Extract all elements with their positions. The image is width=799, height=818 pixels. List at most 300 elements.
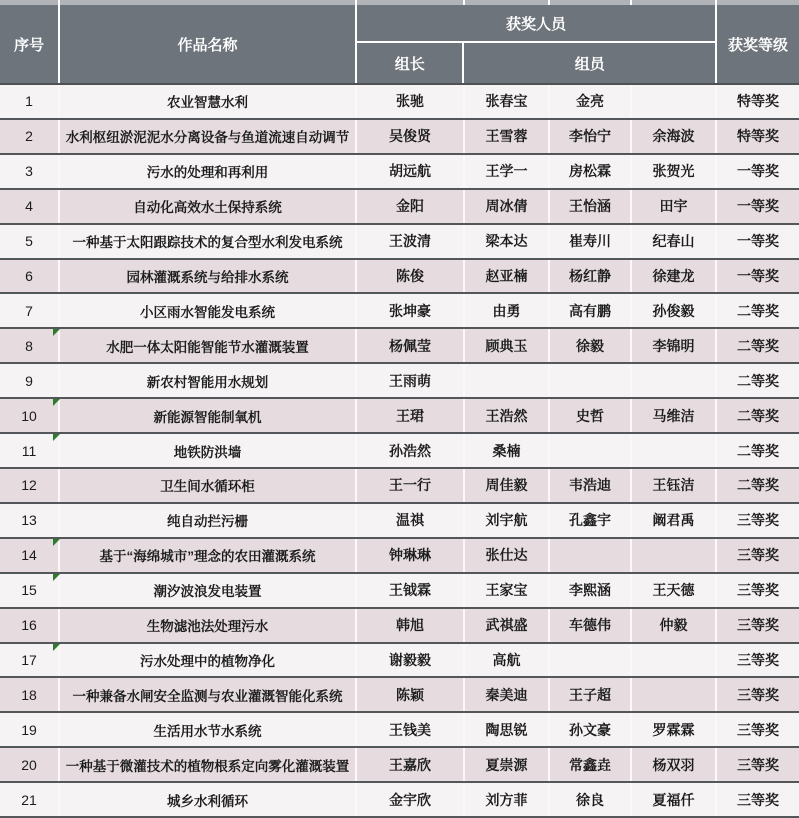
member-name: 余海波 — [652, 128, 695, 145]
award-level: 二等奖 — [737, 407, 779, 424]
work-name: 城乡水利循环 — [167, 793, 248, 809]
member-cell — [632, 225, 717, 258]
award-level-cell — [717, 155, 799, 188]
leader-name: 陈颖 — [396, 686, 424, 703]
member-cell — [632, 644, 717, 677]
serial-cell — [0, 329, 60, 362]
work-name-cell — [60, 85, 357, 118]
work-name: 潮汐波浪发电装置 — [153, 584, 262, 600]
member-name: 王子超 — [569, 686, 611, 703]
award-level: 三等奖 — [737, 721, 779, 738]
leader-cell — [357, 329, 465, 362]
work-name-cell — [60, 678, 357, 711]
member-name: 周佳毅 — [485, 477, 528, 494]
award-level: 特等奖 — [737, 93, 779, 110]
work-name-cell — [60, 225, 357, 258]
leader-cell — [357, 783, 465, 816]
member-cell — [632, 364, 717, 397]
member-name: 陶思锐 — [485, 721, 528, 738]
serial-cell — [0, 609, 60, 642]
work-name-cell — [60, 190, 357, 223]
member-name: 王怡涵 — [569, 198, 611, 215]
serial-number: 13 — [21, 512, 37, 529]
award-level-cell — [717, 783, 799, 816]
award-level-cell — [717, 329, 799, 362]
serial-cell — [0, 364, 60, 397]
serial-cell — [0, 294, 60, 327]
work-name: 新能源智能制氧机 — [153, 409, 262, 425]
member-name: 张春宝 — [485, 93, 528, 110]
member-name: 张仕达 — [485, 547, 528, 564]
member-cell — [465, 364, 550, 397]
serial-cell — [0, 469, 60, 502]
table-row — [0, 504, 799, 539]
serial-cell — [0, 85, 60, 118]
member-cell — [465, 469, 550, 502]
leader-cell — [357, 190, 465, 223]
member-cell — [550, 329, 632, 362]
table-body — [0, 85, 799, 818]
member-cell — [632, 294, 717, 327]
header-members — [464, 43, 715, 83]
table-row — [0, 120, 799, 155]
leader-name: 王嘉欣 — [389, 756, 431, 773]
serial-cell — [0, 574, 60, 607]
award-level-cell — [717, 574, 799, 607]
work-name: 污水处理中的植物净化 — [140, 653, 275, 669]
member-name: 孙文豪 — [569, 721, 611, 738]
award-level: 特等奖 — [737, 128, 779, 145]
member-name: 徐良 — [576, 791, 604, 808]
member-name: 田宇 — [659, 198, 688, 215]
award-level: 三等奖 — [737, 617, 779, 634]
leader-name: 王一行 — [389, 477, 431, 494]
serial-cell — [0, 783, 60, 816]
member-name: 仲毅 — [659, 617, 688, 634]
table-row — [0, 609, 799, 644]
serial-cell — [0, 748, 60, 781]
member-name: 韦浩迪 — [569, 477, 611, 494]
member-name: 车德伟 — [569, 617, 611, 634]
work-name-cell — [60, 504, 357, 537]
member-name: 纪春山 — [652, 233, 695, 250]
member-name: 房松霖 — [569, 163, 611, 180]
header-awardees-group — [357, 5, 717, 83]
comment-marker-icon — [53, 434, 60, 441]
member-cell — [465, 713, 550, 746]
member-cell — [465, 225, 550, 258]
leader-name: 王钱美 — [389, 721, 431, 738]
leader-cell — [357, 85, 465, 118]
award-level: 二等奖 — [737, 477, 779, 494]
table-row — [0, 190, 799, 225]
award-level: 三等奖 — [737, 756, 779, 773]
member-name: 顾典玉 — [485, 337, 528, 354]
work-name: 一种基于太阳跟踪技术的复合型水利发电系统 — [72, 235, 343, 251]
award-level-cell — [717, 120, 799, 153]
member-cell — [550, 783, 632, 816]
table-row — [0, 294, 799, 329]
award-level-cell — [717, 713, 799, 746]
member-cell — [465, 678, 550, 711]
member-name: 刘宇航 — [485, 512, 528, 529]
work-name: 自动化高效水土保持系统 — [133, 200, 282, 216]
member-name: 高航 — [492, 651, 521, 668]
serial-number: 2 — [25, 128, 33, 145]
header-members-label: 组员 — [574, 55, 605, 73]
comment-marker-icon — [53, 574, 60, 581]
award-level: 一等奖 — [737, 233, 779, 250]
member-cell — [632, 713, 717, 746]
table-row — [0, 469, 799, 504]
member-cell — [465, 644, 550, 677]
leader-name: 吴俊贤 — [389, 128, 431, 145]
serial-cell — [0, 434, 60, 467]
member-cell — [632, 678, 717, 711]
member-cell — [465, 155, 550, 188]
member-name: 李锦明 — [652, 337, 695, 354]
leader-cell — [357, 225, 465, 258]
member-cell — [550, 574, 632, 607]
work-name: 基于“海绵城市”理念的农田灌溉系统 — [99, 549, 316, 565]
member-cell — [550, 399, 632, 432]
member-name: 王雪蓉 — [485, 128, 528, 145]
leader-cell — [357, 539, 465, 572]
award-level-cell — [717, 539, 799, 572]
table-row — [0, 678, 799, 713]
serial-number: 17 — [21, 651, 37, 668]
award-level: 一等奖 — [737, 198, 779, 215]
member-cell — [550, 294, 632, 327]
award-level-cell — [717, 190, 799, 223]
serial-cell — [0, 678, 60, 711]
leader-cell — [357, 574, 465, 607]
leader-name: 温祺 — [396, 512, 424, 529]
award-level: 三等奖 — [737, 512, 779, 529]
table-row — [0, 399, 799, 434]
member-name: 王浩然 — [485, 407, 528, 424]
member-name: 王钰洁 — [652, 477, 695, 494]
serial-cell — [0, 190, 60, 223]
header-work-name-label: 作品名称 — [177, 36, 238, 54]
member-cell — [550, 260, 632, 293]
work-name-cell — [60, 120, 357, 153]
member-cell — [550, 539, 632, 572]
leader-name: 孙浩然 — [389, 442, 431, 459]
serial-number: 7 — [25, 302, 33, 319]
serial-number: 19 — [21, 721, 37, 738]
comment-marker-icon — [53, 329, 60, 336]
work-name: 小区雨水智能发电系统 — [140, 304, 275, 320]
work-name: 纯自动拦污栅 — [167, 514, 248, 530]
leader-name: 张坤豪 — [389, 302, 431, 319]
serial-number: 3 — [25, 163, 33, 180]
member-cell — [632, 120, 717, 153]
leader-cell — [357, 434, 465, 467]
member-name: 罗霖霖 — [652, 721, 695, 738]
award-level-cell — [717, 399, 799, 432]
leader-cell — [357, 294, 465, 327]
member-cell — [632, 748, 717, 781]
header-awardees-label: 获奖人员 — [505, 15, 566, 33]
member-name: 赵亚楠 — [485, 267, 528, 284]
member-cell — [632, 469, 717, 502]
leader-cell — [357, 364, 465, 397]
header-award-level-label: 获奖等级 — [727, 36, 788, 54]
member-cell — [632, 504, 717, 537]
award-level-cell — [717, 678, 799, 711]
member-name: 杨红静 — [569, 267, 611, 284]
work-name: 水肥一体太阳能智能节水灌溉装置 — [106, 339, 309, 355]
member-cell — [632, 609, 717, 642]
serial-cell — [0, 539, 60, 572]
member-name: 李怡宁 — [569, 128, 611, 145]
leader-cell — [357, 644, 465, 677]
serial-number: 14 — [21, 547, 37, 564]
member-name: 周冰倩 — [485, 198, 528, 215]
member-cell — [465, 294, 550, 327]
member-cell — [632, 399, 717, 432]
member-cell — [465, 539, 550, 572]
table-row — [0, 329, 799, 364]
work-name: 污水的处理和再利用 — [146, 165, 269, 181]
leader-name: 王波清 — [389, 233, 431, 250]
member-cell — [465, 504, 550, 537]
member-cell — [465, 399, 550, 432]
header-award-level — [717, 5, 799, 83]
member-name: 孙俊毅 — [652, 302, 695, 319]
award-level-cell — [717, 260, 799, 293]
member-name: 孔鑫宇 — [569, 512, 611, 529]
leader-name: 张驰 — [396, 93, 424, 110]
member-name: 高有鹏 — [569, 302, 611, 319]
member-cell — [632, 155, 717, 188]
work-name-cell — [60, 260, 357, 293]
award-level: 二等奖 — [737, 302, 779, 319]
member-name: 金亮 — [576, 93, 604, 110]
member-cell — [550, 85, 632, 118]
member-cell — [550, 609, 632, 642]
comment-marker-icon — [53, 539, 60, 546]
work-name: 生活用水节水系统 — [153, 723, 262, 739]
member-name: 王学一 — [485, 163, 528, 180]
work-name-cell — [60, 539, 357, 572]
leader-cell — [357, 399, 465, 432]
award-level: 二等奖 — [737, 372, 779, 389]
member-name: 史哲 — [576, 407, 604, 424]
work-name: 新农村智能用水规划 — [146, 374, 269, 390]
table-row — [0, 713, 799, 748]
member-cell — [465, 434, 550, 467]
member-name: 梁本达 — [485, 233, 528, 250]
serial-cell — [0, 644, 60, 677]
leader-name: 谢毅毅 — [389, 651, 431, 668]
member-cell — [465, 574, 550, 607]
award-level-cell — [717, 644, 799, 677]
member-name: 崔寿川 — [569, 233, 611, 250]
serial-cell — [0, 713, 60, 746]
award-level-cell — [717, 748, 799, 781]
award-level: 三等奖 — [737, 582, 779, 599]
header-work-name — [60, 5, 357, 83]
member-cell — [465, 260, 550, 293]
work-name: 地铁防洪墙 — [173, 444, 242, 460]
work-name-cell — [60, 329, 357, 362]
leader-name: 王钺霖 — [389, 582, 431, 599]
leader-name: 韩旭 — [396, 617, 424, 634]
member-cell — [550, 678, 632, 711]
serial-number: 11 — [21, 442, 37, 459]
member-cell — [465, 748, 550, 781]
award-level: 三等奖 — [737, 686, 779, 703]
table-header — [0, 5, 799, 85]
member-name: 王家宝 — [485, 582, 528, 599]
table-row — [0, 434, 799, 469]
member-cell — [550, 120, 632, 153]
member-cell — [550, 504, 632, 537]
serial-number: 4 — [25, 198, 33, 215]
award-level-cell — [717, 609, 799, 642]
comment-marker-icon — [53, 644, 60, 651]
award-level: 一等奖 — [737, 267, 779, 284]
member-cell — [550, 190, 632, 223]
serial-number: 21 — [21, 791, 37, 808]
work-name-cell — [60, 644, 357, 677]
member-cell — [632, 434, 717, 467]
work-name: 农业智慧水利 — [167, 95, 248, 111]
serial-cell — [0, 504, 60, 537]
leader-cell — [357, 504, 465, 537]
member-cell — [465, 329, 550, 362]
table-row — [0, 155, 799, 190]
member-name: 武祺盛 — [485, 617, 528, 634]
award-level-cell — [717, 469, 799, 502]
table-row — [0, 85, 799, 120]
serial-number: 6 — [25, 267, 33, 284]
table-row — [0, 225, 799, 260]
member-name: 杨双羽 — [652, 756, 695, 773]
member-name: 王天德 — [652, 582, 695, 599]
header-serial-label: 序号 — [13, 36, 44, 54]
leader-name: 胡远航 — [389, 163, 431, 180]
work-name-cell — [60, 713, 357, 746]
member-cell — [550, 225, 632, 258]
member-cell — [550, 644, 632, 677]
leader-cell — [357, 120, 465, 153]
member-name: 由勇 — [492, 302, 521, 319]
leader-cell — [357, 609, 465, 642]
table-row — [0, 574, 799, 609]
member-cell — [465, 120, 550, 153]
serial-number: 16 — [21, 617, 37, 634]
member-cell — [632, 574, 717, 607]
leader-name: 王珺 — [396, 407, 424, 424]
table-row — [0, 364, 799, 399]
serial-cell — [0, 260, 60, 293]
work-name-cell — [60, 748, 357, 781]
work-name: 水利枢纽淤泥泥水分离设备与鱼道流速自动调节 — [65, 130, 350, 146]
member-name: 夏崇源 — [485, 756, 528, 773]
leader-cell — [357, 748, 465, 781]
member-cell — [465, 783, 550, 816]
member-cell — [550, 434, 632, 467]
work-name: 一种兼备水闸安全监测与农业灌溉智能化系统 — [72, 688, 343, 704]
serial-cell — [0, 120, 60, 153]
serial-number: 8 — [25, 337, 33, 354]
table-row — [0, 260, 799, 295]
serial-number: 18 — [21, 686, 37, 703]
award-level-cell — [717, 294, 799, 327]
leader-name: 杨佩莹 — [389, 337, 431, 354]
member-name: 马维洁 — [652, 407, 695, 424]
header-leader-label: 组长 — [394, 55, 425, 73]
award-level-cell — [717, 364, 799, 397]
serial-number: 9 — [25, 372, 33, 389]
serial-cell — [0, 225, 60, 258]
award-level: 三等奖 — [737, 651, 779, 668]
work-name: 园林灌溉系统与给排水系统 — [126, 269, 289, 285]
member-cell — [550, 469, 632, 502]
member-cell — [550, 364, 632, 397]
serial-number: 12 — [21, 477, 37, 494]
member-cell — [632, 783, 717, 816]
member-name: 常鑫垚 — [569, 756, 611, 773]
work-name-cell — [60, 294, 357, 327]
header-awardees-subrow — [357, 43, 715, 83]
award-level-cell — [717, 434, 799, 467]
work-name-cell — [60, 783, 357, 816]
award-level: 三等奖 — [737, 547, 779, 564]
serial-number: 1 — [25, 93, 33, 110]
leader-cell — [357, 469, 465, 502]
leader-name: 金宇欣 — [389, 791, 431, 808]
work-name-cell — [60, 364, 357, 397]
member-cell — [550, 748, 632, 781]
member-cell — [632, 539, 717, 572]
serial-number: 20 — [21, 756, 37, 773]
member-name: 李熙涵 — [569, 582, 611, 599]
member-cell — [632, 329, 717, 362]
award-level: 一等奖 — [737, 163, 779, 180]
member-name: 徐建龙 — [652, 267, 695, 284]
work-name-cell — [60, 574, 357, 607]
leader-name: 王雨萌 — [389, 372, 431, 389]
member-name: 秦美迪 — [485, 686, 528, 703]
member-cell — [465, 609, 550, 642]
work-name-cell — [60, 434, 357, 467]
member-cell — [465, 190, 550, 223]
member-cell — [465, 85, 550, 118]
work-name-cell — [60, 609, 357, 642]
member-cell — [632, 190, 717, 223]
member-name: 徐毅 — [576, 337, 604, 354]
work-name-cell — [60, 399, 357, 432]
leader-cell — [357, 678, 465, 711]
comment-marker-icon — [53, 399, 60, 406]
work-name-cell — [60, 155, 357, 188]
header-awardees — [357, 5, 715, 43]
member-name: 刘方菲 — [485, 791, 528, 808]
award-level: 三等奖 — [737, 791, 779, 808]
serial-number: 10 — [21, 407, 37, 424]
work-name: 卫生间水循环柜 — [160, 479, 255, 495]
member-name: 张贺光 — [652, 163, 695, 180]
leader-cell — [357, 155, 465, 188]
serial-cell — [0, 399, 60, 432]
work-name-cell — [60, 469, 357, 502]
member-cell — [632, 85, 717, 118]
table-row — [0, 644, 799, 679]
